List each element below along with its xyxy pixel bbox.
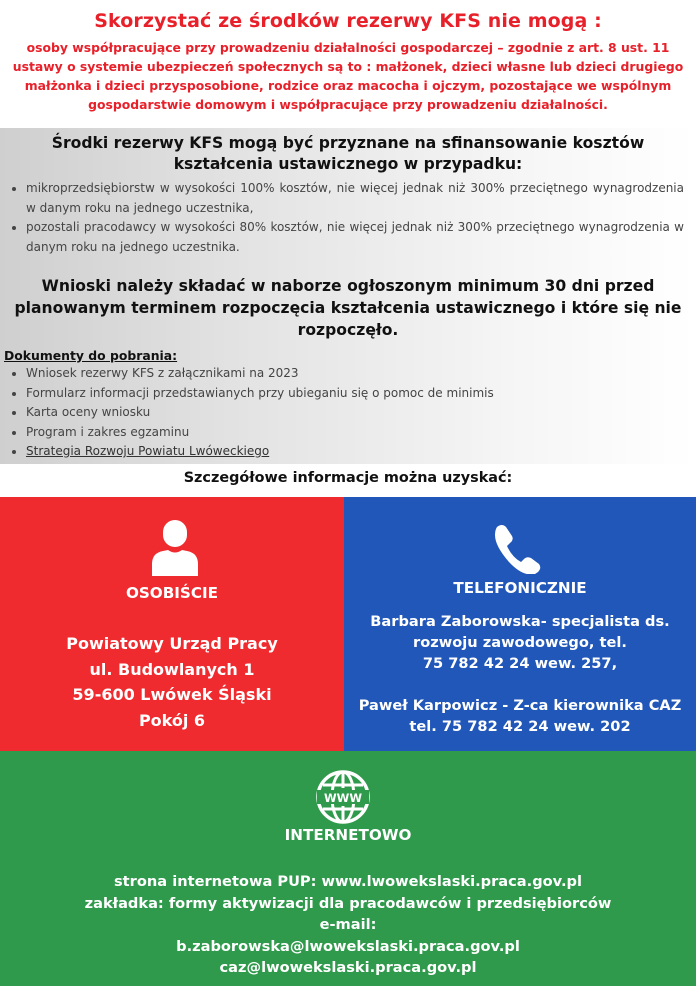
email-link[interactable]: b.zaborowska@lwowekslaski.praca.gov.pl	[176, 937, 520, 955]
document-item[interactable]	[26, 442, 684, 462]
document-item[interactable]: • Karta oceny wniosku	[26, 403, 684, 423]
info-title: Szczegółowe informacje można uzyskać:	[183, 470, 513, 486]
exclusion-text: osoby współpracujące przy prowadzeniu działalności gospodarczej – zgodnie z art. 8 ust. 11 ustawy o systemie ubezpieczeń społecznych są to : małżonek, dzieci własne lub dzieci drugiego małżonka i dzieci przysposobione, rodzice oraz macocha i ojczym, pozostające we wspólnym gospodarstwie domowym i współpracujące przy prowadzeniu działalności.	[12, 40, 684, 112]
header-section	[0, 0, 696, 114]
tab-line: zakładka: formy aktywizacji dla pracodawców i przedsiębiorców	[84, 894, 612, 912]
phone-contact-box	[344, 497, 696, 751]
phone-contacts	[344, 611, 696, 737]
document-item[interactable]: • Formularz informacji przedstawianych przy ubieganiu się o pomoc de minimis	[26, 384, 684, 404]
contact-line: tel. 75 782 42 24 wew. 202	[409, 718, 631, 735]
eligibility-panel	[0, 128, 696, 464]
email-label: e-mail:	[319, 916, 377, 933]
internet-contacts	[0, 871, 696, 979]
document-item[interactable]: • Wniosek rezerwy KFS z załącznikami na 2023	[26, 364, 684, 384]
internet-label: INTERNETOWO	[284, 826, 412, 844]
page-title: Skorzystać ze środków rezerwy KFS nie mogą :	[94, 10, 602, 32]
address-line: 59-600 Lwówek Śląski	[72, 685, 272, 704]
www-text: WWW	[323, 791, 363, 805]
document-item[interactable]: • Program i zakres egzaminu	[26, 423, 684, 443]
documents-list	[26, 364, 684, 462]
application-notice: Wnioski należy składać w naborze ogłoszonym minimum 30 dni przed planowanym terminem rozpoczęcia kształcenia ustawicznego i które się nie rozpoczęło.	[14, 277, 682, 339]
email-link[interactable]: caz@lwowekslaski.praca.gov.pl	[219, 959, 477, 976]
personal-contact-box	[0, 497, 344, 751]
address-line: Powiatowy Urząd Pracy	[66, 634, 278, 653]
website-line[interactable]: strona internetowa PUP: www.lwowekslaski.praca.gov.pl	[114, 873, 582, 890]
internet-contact-box	[0, 751, 696, 986]
contact-line: Barbara Zaborowska- specjalista ds.	[370, 613, 670, 630]
person-icon	[152, 520, 198, 576]
contact-line	[344, 674, 696, 695]
www-globe-icon	[315, 769, 371, 825]
personal-address	[0, 631, 344, 733]
documents-title: Dokumenty do pobrania:	[4, 348, 178, 363]
list-item: • pozostali pracodawcy w wysokości 80% kosztów, nie więcej jednak niż 300% przeciętnego wynagrodzenia w danym roku na jednego uczestnika.	[26, 218, 684, 257]
phone-label: TELEFONICZNIE	[453, 579, 587, 597]
phone-icon	[493, 524, 541, 574]
personal-label: OSOBIŚCIE	[125, 584, 219, 602]
eligibility-list	[26, 179, 684, 257]
strategy-link[interactable]: Strategia Rozwoju Powiatu Lwóweckiego	[26, 444, 270, 458]
eligibility-heading: Środki rezerwy KFS mogą być przyznane na sfinansowanie kosztów kształcenia ustawicznego w przypadku:	[51, 134, 645, 173]
contact-line: Paweł Karpowicz - Z-ca kierownika CAZ	[358, 697, 682, 714]
address-line: Pokój 6	[138, 710, 206, 730]
contact-line: rozwoju zawodowego, tel.	[413, 634, 627, 651]
contact-line: 75 782 42 24 wew. 257,	[422, 655, 618, 672]
address-line: ul. Budowlanych 1	[89, 659, 255, 679]
list-item: • mikroprzedsiębiorstw w wysokości 100% kosztów, nie więcej jednak niż 300% przeciętnego wynagrodzenia w danym roku na jednego uczestnika,	[26, 179, 684, 218]
